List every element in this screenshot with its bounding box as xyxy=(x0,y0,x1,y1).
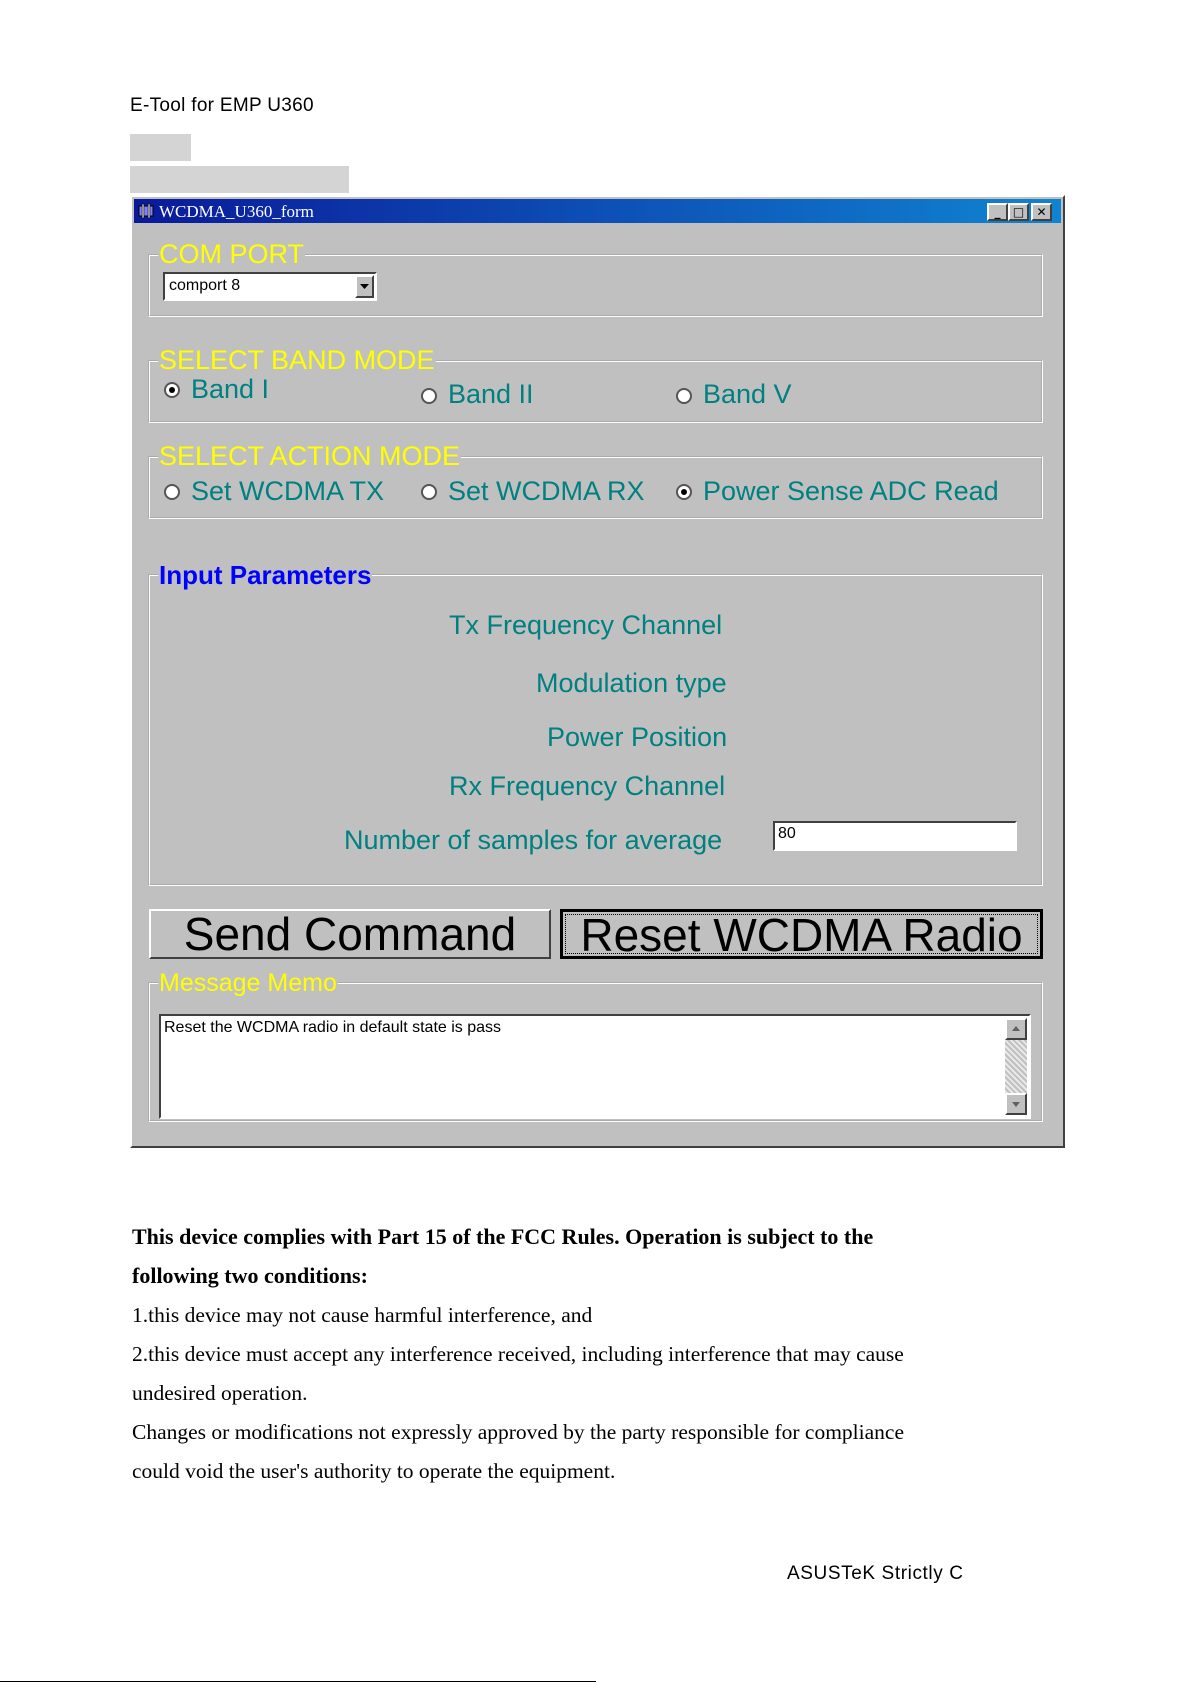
modulation-type-label: Modulation type xyxy=(536,668,727,698)
radio-set-wcdma-tx[interactable] xyxy=(164,484,180,500)
fcc-line: following two conditions: xyxy=(132,1263,368,1288)
minimize-icon: _ xyxy=(994,205,1001,219)
fcc-line: This device complies with Part 15 of the FCC Rules. Operation is subject to the xyxy=(132,1224,874,1249)
action-mode-legend: SELECT ACTION MODE xyxy=(159,441,461,471)
close-button[interactable] xyxy=(1031,203,1052,221)
radio-power-sense-adc-label[interactable]: Power Sense ADC Read xyxy=(703,476,999,506)
message-memo-textarea[interactable] xyxy=(159,1014,1031,1119)
com-port-legend: COM PORT xyxy=(159,239,305,269)
send-command-button[interactable]: Send Command xyxy=(149,909,551,959)
fcc-line: Changes or modifications not expressly approved by the party responsible for compliance xyxy=(132,1420,905,1444)
tx-frequency-channel-label: Tx Frequency Channel xyxy=(449,610,723,640)
fcc-line: undesired operation. xyxy=(132,1381,308,1405)
footer-rule xyxy=(0,1681,596,1682)
minimize-button[interactable] xyxy=(987,203,1008,221)
highlight-block xyxy=(130,166,349,193)
fcc-line: 2.this device must accept any interference received, including interference that may cause xyxy=(132,1342,904,1366)
arrow-up-icon xyxy=(1007,1020,1025,1038)
dropdown-button[interactable] xyxy=(355,275,374,298)
vertical-scrollbar[interactable] xyxy=(1005,1018,1027,1115)
radio-band-5-label[interactable]: Band V xyxy=(703,379,792,409)
band-mode-legend: SELECT BAND MODE xyxy=(159,345,435,375)
reset-wcdma-radio-button[interactable]: Reset WCDMA Radio xyxy=(560,909,1043,959)
maximize-button[interactable] xyxy=(1008,203,1029,221)
radio-band-1-label[interactable]: Band I xyxy=(191,374,270,404)
radio-set-wcdma-rx[interactable] xyxy=(421,484,437,500)
samples-average-input[interactable]: 80 xyxy=(773,821,1017,851)
power-position-label: Power Position xyxy=(547,722,728,752)
message-memo-text: Reset the WCDMA radio in default state is pass xyxy=(164,1019,502,1036)
arrow-down-icon xyxy=(1007,1095,1025,1113)
document-header: E-Tool for EMP U360 xyxy=(130,95,314,116)
scroll-down-button[interactable] xyxy=(1005,1093,1027,1115)
radio-band-5[interactable] xyxy=(676,388,692,404)
radio-band-2-label[interactable]: Band II xyxy=(448,379,534,409)
window-title: WCDMA_U360_form xyxy=(159,202,314,221)
com-port-value: comport 8 xyxy=(169,277,241,294)
message-memo-legend: Message Memo xyxy=(159,969,337,997)
document-footer: ASUSTeK Strictly C xyxy=(787,1563,964,1584)
maximize-icon: □ xyxy=(1012,205,1025,219)
radio-power-sense-adc[interactable] xyxy=(676,484,692,500)
scroll-up-button[interactable] xyxy=(1005,1018,1027,1040)
fcc-line: 1.this device may not cause harmful interference, and xyxy=(132,1303,593,1327)
chevron-down-icon xyxy=(357,277,372,296)
app-icon xyxy=(138,203,154,219)
radio-set-wcdma-rx-label[interactable]: Set WCDMA RX xyxy=(448,476,645,506)
input-parameters-legend: Input Parameters xyxy=(159,560,372,590)
radio-set-wcdma-tx-label[interactable]: Set WCDMA TX xyxy=(191,476,385,506)
radio-band-1[interactable] xyxy=(164,382,180,398)
com-port-select[interactable] xyxy=(163,272,377,301)
title-bar[interactable] xyxy=(134,199,1061,223)
highlight-block xyxy=(130,134,191,161)
fcc-line: could void the user's authority to operate the equipment. xyxy=(132,1459,616,1483)
rx-frequency-channel-label: Rx Frequency Channel xyxy=(449,771,726,801)
samples-average-label: Number of samples for average xyxy=(344,825,723,855)
close-icon: ✕ xyxy=(1036,205,1047,219)
radio-band-2[interactable] xyxy=(421,388,437,404)
